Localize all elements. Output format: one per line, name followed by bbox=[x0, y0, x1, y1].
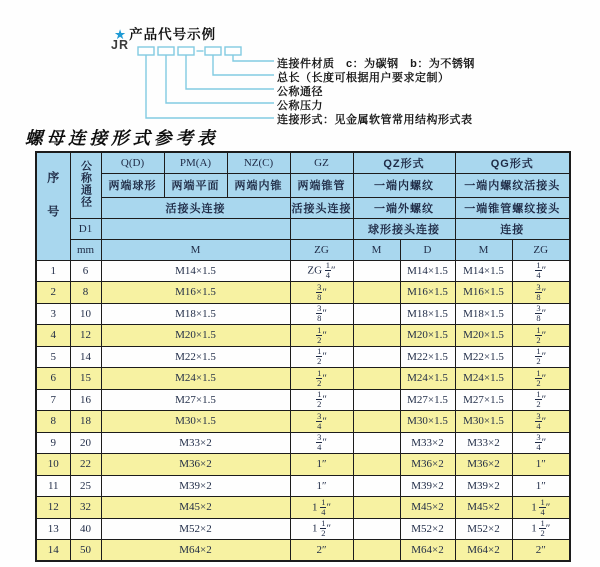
cell-gz-zg: 1″ bbox=[290, 454, 353, 476]
cell-m-union: M52×2 bbox=[101, 518, 290, 540]
cell-m-union: M27×1.5 bbox=[101, 389, 290, 411]
header-thread-zg-qg: ZG bbox=[512, 239, 570, 260]
header-ends-qd: 两端球形 bbox=[101, 173, 164, 197]
header-connection-qz: 一端外螺纹 bbox=[353, 197, 455, 218]
cell-qz-m bbox=[353, 260, 400, 282]
cell-qg-m: M33×2 bbox=[455, 432, 512, 454]
cell-qg-m: M52×2 bbox=[455, 518, 512, 540]
cell-dn-mm: 14 bbox=[70, 346, 101, 368]
cell-gz-zg: 1″ bbox=[290, 475, 353, 497]
fraction: $\frac{1}{4}$ bbox=[321, 496, 326, 517]
cell-m-union: M22×1.5 bbox=[101, 346, 290, 368]
fraction: $\frac{3}{4}$ bbox=[536, 432, 541, 453]
nut-connection-reference-table bbox=[35, 151, 571, 562]
cell-gz-zg: $\frac{1}{2}$ ″ bbox=[290, 368, 353, 390]
header-thread-m-union: M bbox=[101, 239, 290, 260]
fraction: $\frac{1}{2}$ bbox=[317, 346, 322, 367]
cell-seq: 4 bbox=[36, 325, 70, 347]
cell-qz-d: M22×1.5 bbox=[400, 346, 455, 368]
cell-qg-zg: $\frac{3}{8}$ ″ bbox=[512, 282, 570, 304]
cell-dn-mm: 15 bbox=[70, 368, 101, 390]
cell-gz-zg: $\frac{1}{2}$ ″ bbox=[290, 389, 353, 411]
header-type-qg: QG形式 bbox=[455, 152, 570, 173]
header-type-gz: GZ bbox=[290, 152, 353, 173]
fraction: $\frac{3}{4}$ bbox=[536, 410, 541, 431]
cell-qg-m: M24×1.5 bbox=[455, 368, 512, 390]
fraction: $\frac{1}{2}$ bbox=[536, 346, 541, 367]
table-row bbox=[36, 454, 570, 476]
fraction: $\frac{1}{2}$ bbox=[317, 324, 322, 345]
fraction: $\frac{3}{8}$ bbox=[536, 303, 541, 324]
cell-seq: 8 bbox=[36, 411, 70, 433]
cell-qg-m: M20×1.5 bbox=[455, 325, 512, 347]
fraction: $\frac{3}{8}$ bbox=[536, 281, 541, 302]
header-empty-union bbox=[101, 218, 290, 239]
cell-gz-zg: 1 $\frac{1}{2}$ ″ bbox=[290, 518, 353, 540]
cell-m-union: M18×1.5 bbox=[101, 303, 290, 325]
cell-qg-m: M39×2 bbox=[455, 475, 512, 497]
cell-dn-mm: 22 bbox=[70, 454, 101, 476]
cell-seq: 11 bbox=[36, 475, 70, 497]
header-d1: D1 bbox=[70, 218, 101, 239]
header-type-pma: PM(A) bbox=[164, 152, 227, 173]
cell-dn-mm: 25 bbox=[70, 475, 101, 497]
table-row bbox=[36, 260, 570, 282]
cell-m-union: M14×1.5 bbox=[101, 260, 290, 282]
header-thread-m-qz: M bbox=[353, 239, 400, 260]
cell-seq: 9 bbox=[36, 432, 70, 454]
cell-dn-mm: 16 bbox=[70, 389, 101, 411]
cell-qg-zg: $\frac{3}{8}$ ″ bbox=[512, 303, 570, 325]
cell-m-union: M36×2 bbox=[101, 454, 290, 476]
header-connect: 连接 bbox=[455, 218, 570, 239]
cell-qz-d: M14×1.5 bbox=[400, 260, 455, 282]
cell-gz-zg: $\frac{3}{8}$ ″ bbox=[290, 282, 353, 304]
cell-qg-zg: $\frac{1}{4}$ ″ bbox=[512, 260, 570, 282]
cell-gz-zg: $\frac{3}{4}$ ″ bbox=[290, 411, 353, 433]
cell-qg-m: M16×1.5 bbox=[455, 282, 512, 304]
cell-dn-mm: 10 bbox=[70, 303, 101, 325]
table-row bbox=[36, 282, 570, 304]
cell-dn-mm: 8 bbox=[70, 282, 101, 304]
cell-qz-m bbox=[353, 411, 400, 433]
cell-dn-mm: 32 bbox=[70, 497, 101, 519]
fraction: $\frac{3}{4}$ bbox=[317, 432, 322, 453]
cell-qg-zg: 1 $\frac{1}{2}$ ″ bbox=[512, 518, 570, 540]
cell-gz-zg: $\frac{1}{2}$ ″ bbox=[290, 325, 353, 347]
cell-qz-d: M36×2 bbox=[400, 454, 455, 476]
cell-qg-zg: $\frac{1}{2}$ ″ bbox=[512, 368, 570, 390]
connector-line-diameter bbox=[186, 55, 274, 89]
cell-seq: 10 bbox=[36, 454, 70, 476]
fraction: $\frac{1}{2}$ bbox=[317, 389, 322, 410]
cell-m-union: M16×1.5 bbox=[101, 282, 290, 304]
cell-qg-m: M45×2 bbox=[455, 497, 512, 519]
diagram-label-length: 总长（长度可根据用户要求定制） bbox=[277, 72, 450, 84]
cell-seq: 12 bbox=[36, 497, 70, 519]
diagram-label-diameter: 公称通径 bbox=[277, 86, 323, 98]
code-box-3 bbox=[178, 47, 194, 55]
header-mm: mm bbox=[70, 239, 101, 260]
cell-gz-zg: $\frac{1}{2}$ ″ bbox=[290, 346, 353, 368]
star-icon: ★ bbox=[114, 27, 128, 42]
cell-gz-zg: $\frac{3}{8}$ ″ bbox=[290, 303, 353, 325]
cell-qg-zg: 1″ bbox=[512, 475, 570, 497]
header-thread-d-qz: D bbox=[400, 239, 455, 260]
connector-line-form bbox=[146, 55, 274, 118]
cell-dn-mm: 18 bbox=[70, 411, 101, 433]
cell-qz-d: M24×1.5 bbox=[400, 368, 455, 390]
fraction: $\frac{1}{2}$ bbox=[536, 324, 541, 345]
cell-qg-m: M36×2 bbox=[455, 454, 512, 476]
diagram-title-text: 产品代号示例 bbox=[129, 27, 217, 42]
cell-qz-d: M20×1.5 bbox=[400, 325, 455, 347]
cell-qz-d: M30×1.5 bbox=[400, 411, 455, 433]
cell-gz-zg: 2″ bbox=[290, 540, 353, 562]
header-seq bbox=[36, 152, 70, 260]
code-box-5 bbox=[225, 47, 241, 55]
table-row bbox=[36, 518, 570, 540]
cell-qg-m: M27×1.5 bbox=[455, 389, 512, 411]
cell-m-union: M64×2 bbox=[101, 540, 290, 562]
code-box-2 bbox=[158, 47, 174, 55]
connector-line-material bbox=[233, 55, 274, 61]
cell-qz-m bbox=[353, 389, 400, 411]
header-connection-qg: 一端锥管螺纹接头 bbox=[455, 197, 570, 218]
diagram-label-material: 连接件材质 c：为碳钢 b：为不锈钢 bbox=[277, 58, 475, 70]
cell-qz-d: M16×1.5 bbox=[400, 282, 455, 304]
cell-seq: 3 bbox=[36, 303, 70, 325]
table-row bbox=[36, 368, 570, 390]
cell-seq: 5 bbox=[36, 346, 70, 368]
table-row bbox=[36, 497, 570, 519]
cell-qz-d: M45×2 bbox=[400, 497, 455, 519]
header-ends-pma: 两端平面 bbox=[164, 173, 227, 197]
product-code-prefix: JR bbox=[111, 38, 129, 52]
cell-dn-mm: 6 bbox=[70, 260, 101, 282]
code-box-1 bbox=[138, 47, 154, 55]
table-row bbox=[36, 432, 570, 454]
header-ends-qz: 一端内螺纹 bbox=[353, 173, 455, 197]
fraction: $\frac{1}{4}$ bbox=[540, 496, 545, 517]
cell-dn-mm: 50 bbox=[70, 540, 101, 562]
cell-m-union: M33×2 bbox=[101, 432, 290, 454]
cell-qz-m bbox=[353, 346, 400, 368]
table-title: 螺母连接形式参考表 bbox=[25, 128, 219, 148]
cell-qz-m bbox=[353, 303, 400, 325]
cell-m-union: M24×1.5 bbox=[101, 368, 290, 390]
cell-m-union: M39×2 bbox=[101, 475, 290, 497]
table-row bbox=[36, 411, 570, 433]
cell-qz-m bbox=[353, 454, 400, 476]
header-ends-qg: 一端内螺纹活接头 bbox=[455, 173, 570, 197]
fraction: $\frac{1}{4}$ bbox=[536, 260, 541, 281]
cell-m-union: M20×1.5 bbox=[101, 325, 290, 347]
diagram-label-form: 连接形式：见金属软管常用结构形式表 bbox=[277, 114, 473, 126]
header-type-nzc: NZ(C) bbox=[227, 152, 290, 173]
header-connection-union: 活接头连接 bbox=[101, 197, 290, 218]
cell-qz-d: M64×2 bbox=[400, 540, 455, 562]
cell-qz-d: M39×2 bbox=[400, 475, 455, 497]
cell-seq: 1 bbox=[36, 260, 70, 282]
cell-qz-m bbox=[353, 325, 400, 347]
table-row bbox=[36, 346, 570, 368]
cell-qg-m: M30×1.5 bbox=[455, 411, 512, 433]
cell-qz-m bbox=[353, 432, 400, 454]
cell-seq: 13 bbox=[36, 518, 70, 540]
header-empty-gz bbox=[290, 218, 353, 239]
fraction: $\frac{1}{2}$ bbox=[540, 518, 545, 539]
cell-qg-zg: 1 $\frac{1}{4}$ ″ bbox=[512, 497, 570, 519]
cell-qz-d: M18×1.5 bbox=[400, 303, 455, 325]
header-nominal-diameter-label: 公称通径 bbox=[79, 159, 92, 208]
header-thread-m-qg: M bbox=[455, 239, 512, 260]
table-row bbox=[36, 325, 570, 347]
table-row bbox=[36, 303, 570, 325]
cell-qz-m bbox=[353, 368, 400, 390]
cell-qg-m: M14×1.5 bbox=[455, 260, 512, 282]
table-row bbox=[36, 389, 570, 411]
diagram-label-pressure: 公称压力 bbox=[277, 100, 323, 112]
header-nominal-diameter bbox=[70, 152, 101, 218]
cell-qz-d: M27×1.5 bbox=[400, 389, 455, 411]
cell-qg-zg: $\frac{3}{4}$ ″ bbox=[512, 432, 570, 454]
cell-qz-m bbox=[353, 540, 400, 562]
cell-seq: 14 bbox=[36, 540, 70, 562]
fraction: $\frac{3}{8}$ bbox=[317, 303, 322, 324]
cell-dn-mm: 40 bbox=[70, 518, 101, 540]
cell-qg-zg: $\frac{1}{2}$ ″ bbox=[512, 389, 570, 411]
table-row bbox=[36, 540, 570, 562]
header-ends-nzc: 两端内锥 bbox=[227, 173, 290, 197]
cell-m-union: M30×1.5 bbox=[101, 411, 290, 433]
cell-qz-m bbox=[353, 497, 400, 519]
cell-dn-mm: 12 bbox=[70, 325, 101, 347]
fraction: $\frac{3}{4}$ bbox=[317, 410, 322, 431]
header-type-qz: QZ形式 bbox=[353, 152, 455, 173]
cell-qg-zg: 1″ bbox=[512, 454, 570, 476]
cell-qg-zg: $\frac{1}{2}$ ″ bbox=[512, 325, 570, 347]
header-thread-zg-gz: ZG bbox=[290, 239, 353, 260]
cell-qz-d: M33×2 bbox=[400, 432, 455, 454]
connector-line-pressure bbox=[166, 55, 274, 103]
header-connection-gz: 活接头连接 bbox=[290, 197, 353, 218]
header-ball-joint-connection: 球形接头连接 bbox=[353, 218, 455, 239]
fraction: $\frac{1}{4}$ bbox=[325, 260, 331, 281]
fraction: $\frac{1}{2}$ bbox=[536, 389, 541, 410]
cell-gz-zg: $\frac{3}{4}$ ″ bbox=[290, 432, 353, 454]
cell-qg-zg: 2″ bbox=[512, 540, 570, 562]
cell-gz-zg: 1 $\frac{1}{4}$ ″ bbox=[290, 497, 353, 519]
cell-gz-zg: ZG $\frac{1}{4}$ ″ bbox=[290, 260, 353, 282]
cell-qg-m: M18×1.5 bbox=[455, 303, 512, 325]
cell-qz-m bbox=[353, 518, 400, 540]
cell-qz-m bbox=[353, 282, 400, 304]
table-row bbox=[36, 475, 570, 497]
table-body bbox=[36, 260, 570, 561]
cell-seq: 7 bbox=[36, 389, 70, 411]
fraction: $\frac{1}{2}$ bbox=[317, 367, 322, 388]
fraction: $\frac{1}{2}$ bbox=[321, 518, 326, 539]
cell-m-union: M45×2 bbox=[101, 497, 290, 519]
header-ends-gz: 两端锥管 bbox=[290, 173, 353, 197]
header-seq-label: 序号 bbox=[45, 170, 60, 239]
code-box-4 bbox=[205, 47, 221, 55]
fraction: $\frac{1}{2}$ bbox=[536, 367, 541, 388]
connector-line-length bbox=[213, 55, 274, 75]
cell-qg-zg: $\frac{1}{2}$ ″ bbox=[512, 346, 570, 368]
cell-qz-d: M52×2 bbox=[400, 518, 455, 540]
header-type-qd: Q(D) bbox=[101, 152, 164, 173]
cell-qg-m: M22×1.5 bbox=[455, 346, 512, 368]
cell-qg-m: M64×2 bbox=[455, 540, 512, 562]
cell-qz-m bbox=[353, 475, 400, 497]
cell-qg-zg: $\frac{3}{4}$ ″ bbox=[512, 411, 570, 433]
cell-seq: 6 bbox=[36, 368, 70, 390]
cell-seq: 2 bbox=[36, 282, 70, 304]
fraction: $\frac{3}{8}$ bbox=[317, 281, 322, 302]
cell-dn-mm: 20 bbox=[70, 432, 101, 454]
